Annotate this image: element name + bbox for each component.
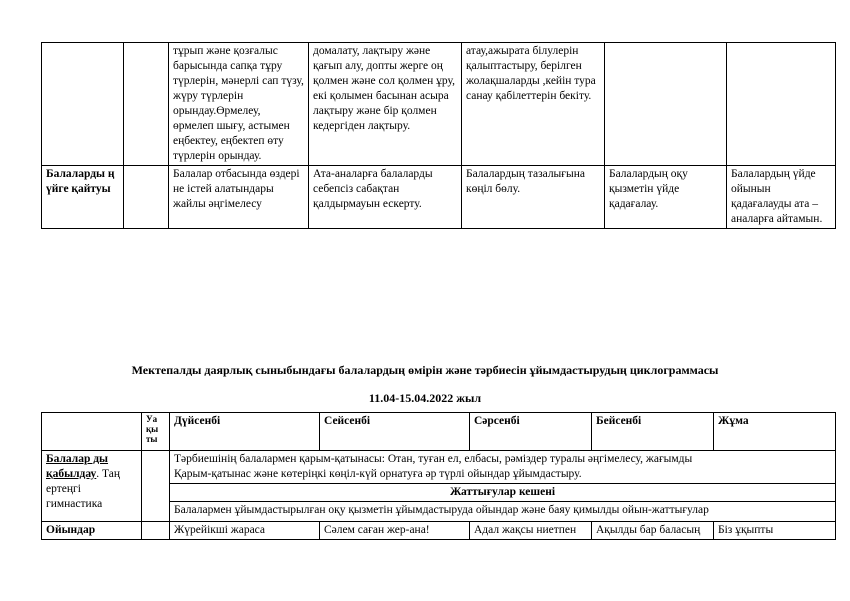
table-cell	[605, 43, 727, 166]
row-label-reception	[42, 451, 142, 522]
header-cell	[42, 413, 142, 451]
table-cell: Адал жақсы ниетпен	[470, 522, 592, 540]
table-cell	[727, 43, 836, 166]
reception-label-main: Балалар ды қабылдау	[46, 453, 109, 480]
exercises-text: Балалармен ұйымдастырылған оқу қызметін ұйымдастыруда ойындар және баяу қимылды ойын-жаттығулар	[170, 502, 836, 522]
row-label-going-home: Балаларды ң үйге қайтуы	[42, 166, 124, 229]
table-cell: тұрып және қозғалыс барысында сапқа тұру түрлерін, мәнерлі сап түзу, жүру түрлерін орындау.Өрмелеу, өрмелеп шығу, астымен еңбектеу, еңбектеп өту түрлерін орындау.	[169, 43, 309, 166]
row-label-games: Ойындар	[42, 522, 142, 540]
schedule-table-continued	[41, 42, 836, 229]
table-cell	[142, 522, 170, 540]
header-friday: Жұма	[714, 413, 836, 451]
schedule-table	[41, 412, 836, 540]
reception-label-rest: . Таң ертеңгі гимнастика	[46, 468, 121, 510]
table-header-row	[42, 413, 836, 451]
table-cell: Біз ұқыпты	[714, 522, 836, 540]
table-cell	[124, 43, 169, 166]
header-wednesday: Сәрсенбі	[470, 413, 592, 451]
table-row	[42, 522, 836, 540]
table-row	[42, 451, 836, 484]
header-time: Уа қы ты	[142, 413, 170, 451]
table-cell: Ата-аналарға балаларды себепсіз сабақтан қалдырмауын ескерту.	[309, 166, 462, 229]
reception-text-line1: Тәрбиешінің балалармен қарым-қатынасы: Отан, туған ел, елбасы, рәміздер туралы әңгімелесу, жағымды	[174, 453, 693, 465]
table-cell	[42, 43, 124, 166]
table-cell: атау,ажырата білулерін қалыптастыру, берілген жолақшаларды ,кейін тура санау қабілеттерін бекіту.	[462, 43, 605, 166]
table-cell: Ақылды бар баласың	[592, 522, 714, 540]
date-range: 11.04-15.04.2022 жыл	[368, 391, 482, 405]
table-cell	[142, 451, 170, 522]
table-cell: Сәлем саған жер-ана!	[320, 522, 470, 540]
table-cell: домалату, лақтыру және қағып алу, допты жерге оң қолмен және сол қолмен ұру, екі қолымен басынан асыра лақтыру және бір қолмен кедергіден лақтыру.	[309, 43, 462, 166]
reception-text	[170, 451, 836, 484]
table-cell: Балалардың үйде ойынын қадағалауды ата – аналарға айтамын.	[727, 166, 836, 229]
table-row	[42, 43, 836, 166]
exercises-title: Жаттығулар кешені	[170, 484, 836, 502]
page-title: Мектепалды даярлық сыныбындағы балалардың өмірін және тәрбиесін ұйымдастырудың циклограммасы	[131, 363, 719, 377]
table-cell	[124, 166, 169, 229]
table-cell: Балалардың оқу қызметін үйде қадағалау.	[605, 166, 727, 229]
header-thursday: Бейсенбі	[592, 413, 714, 451]
table-cell: Балалар отбасында өздері не істей алатындары жайлы әңгімелесу	[169, 166, 309, 229]
reception-text-line2: Қарым-қатынас және көтеріңкі көңіл-күй орнатуға әр түрлі ойындар ұйымдастыру.	[174, 468, 582, 480]
table-cell: Балалардың тазалығына көңіл бөлу.	[462, 166, 605, 229]
header-monday: Дүйсенбі	[170, 413, 320, 451]
header-tuesday: Сейсенбі	[320, 413, 470, 451]
table-cell: Жүрейікші жараса	[170, 522, 320, 540]
table-row	[42, 166, 836, 229]
